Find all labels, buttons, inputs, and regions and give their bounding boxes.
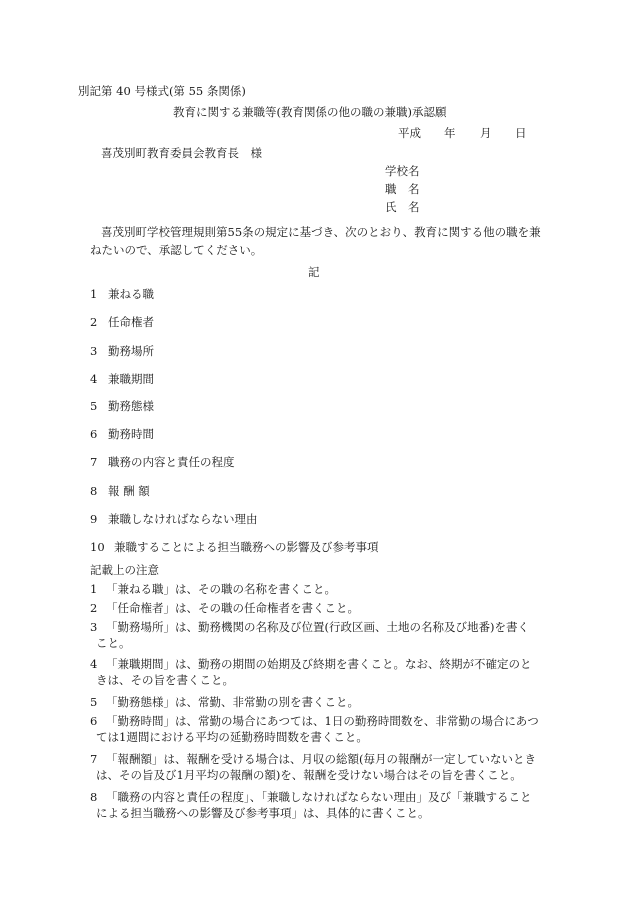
form-item xyxy=(90,398,154,414)
note-text-line-2: は、その旨及び1月平均の報酬の額)を、報酬を受けない場合はその旨を書くこと。 xyxy=(96,768,522,782)
note-number: 3 xyxy=(90,620,98,634)
item-label: 兼職することによる担当職務への影響及び参考事項 xyxy=(114,540,379,554)
item-label: 勤務場所 xyxy=(108,344,154,358)
position-label: 職 名 xyxy=(385,182,420,196)
item-number: 5 xyxy=(90,399,98,413)
name-label: 氏 名 xyxy=(385,200,420,214)
note-text-line-1: 「報酬額」は、報酬を受ける場合は、月収の総額(毎月の報酬が一定していないとき xyxy=(106,752,536,766)
note-number: 7 xyxy=(90,752,98,766)
form-item xyxy=(90,343,154,359)
note-item xyxy=(90,713,558,745)
form-item xyxy=(90,371,154,387)
item-label: 勤務時間 xyxy=(108,427,154,441)
note-number: 5 xyxy=(90,695,98,709)
item-label: 職務の内容と責任の程度 xyxy=(108,455,235,469)
form-item xyxy=(90,511,258,527)
item-number: 4 xyxy=(90,372,98,386)
notes-title: 記載上の注意 xyxy=(90,563,159,577)
date-day-unit: 日 xyxy=(515,126,527,140)
note-item xyxy=(90,600,558,616)
item-number: 9 xyxy=(90,512,98,526)
note-item xyxy=(90,751,558,783)
date-year-unit: 年 xyxy=(444,126,456,140)
item-number: 6 xyxy=(90,427,98,441)
school-name-label: 学校名 xyxy=(385,164,420,178)
form-item xyxy=(90,426,154,442)
item-label: 任命権者 xyxy=(108,315,154,329)
note-text-line-2: こと。 xyxy=(96,636,131,650)
item-number: 1 xyxy=(90,287,98,301)
form-label: 別記第 40 号様式(第 55 条関係) xyxy=(78,84,246,98)
item-label: 報 酬 額 xyxy=(108,484,150,498)
note-item xyxy=(90,789,558,821)
item-number: 10 xyxy=(90,540,105,554)
note-text-line-1: 「兼ねる職」は、その職の名称を書くこと。 xyxy=(106,582,336,596)
document-title: 教育に関する兼職等(教育関係の他の職の兼職)承認願 xyxy=(173,105,447,119)
item-label: 兼職期間 xyxy=(108,372,154,386)
note-item xyxy=(90,694,558,710)
note-number: 6 xyxy=(90,714,98,728)
note-text-line-1: 「勤務時間」は、常勤の場合にあつては、1日の勤務時間数を、非常勤の場合にあつ xyxy=(106,714,539,728)
note-item xyxy=(90,619,558,651)
note-text-line-1: 「職務の内容と責任の程度」、「兼職しなければならない理由」及び「兼職すること xyxy=(106,790,532,804)
date-era: 平成 xyxy=(398,126,421,140)
form-item xyxy=(90,539,379,555)
note-number: 2 xyxy=(90,601,98,615)
form-item xyxy=(90,483,150,499)
note-number: 1 xyxy=(90,582,98,596)
form-item xyxy=(90,286,154,302)
note-text-line-2: ては1週間における平均の延勤務時間数を書くこと。 xyxy=(96,730,368,744)
note-text-line-2: による担当職務への影響及び参考事項」は、具体的に書くこと。 xyxy=(96,806,430,820)
item-number: 3 xyxy=(90,344,98,358)
addressee: 喜茂別町教育委員会教育長 様 xyxy=(101,146,262,160)
ki-heading: 記 xyxy=(308,265,320,279)
note-text-line-1: 「勤務場所」は、勤務機関の名称及び位置(行政区画、土地の名称及び地番)を書く xyxy=(106,620,529,634)
note-item xyxy=(90,656,558,688)
note-text-line-1: 「勤務態様」は、常勤、非常勤の別を書くこと。 xyxy=(106,695,359,709)
item-label: 勤務態様 xyxy=(108,399,154,413)
date-month-unit: 月 xyxy=(480,126,492,140)
note-text-line-1: 「任命権者」は、その職の任命権者を書くこと。 xyxy=(106,601,359,615)
note-text-line-2: きは、その旨を書くこと。 xyxy=(96,673,234,687)
note-item xyxy=(90,581,558,597)
item-label: 兼職しなければならない理由 xyxy=(108,512,258,526)
item-number: 8 xyxy=(90,484,98,498)
body-text-line-1: 喜茂別町学校管理規則第55条の規定に基づき、次のとおり、教育に関する他の職を兼 xyxy=(101,225,541,239)
form-item xyxy=(90,454,235,470)
form-item xyxy=(90,314,154,330)
item-label: 兼ねる職 xyxy=(108,287,154,301)
note-number: 4 xyxy=(90,657,98,671)
item-number: 2 xyxy=(90,315,98,329)
body-text-line-2: ねたいので、承認してください。 xyxy=(90,243,263,257)
item-number: 7 xyxy=(90,455,98,469)
note-number: 8 xyxy=(90,790,98,804)
note-text-line-1: 「兼職期間」は、勤務の期間の始期及び終期を書くこと。なお、終期が不確定のと xyxy=(106,657,532,671)
